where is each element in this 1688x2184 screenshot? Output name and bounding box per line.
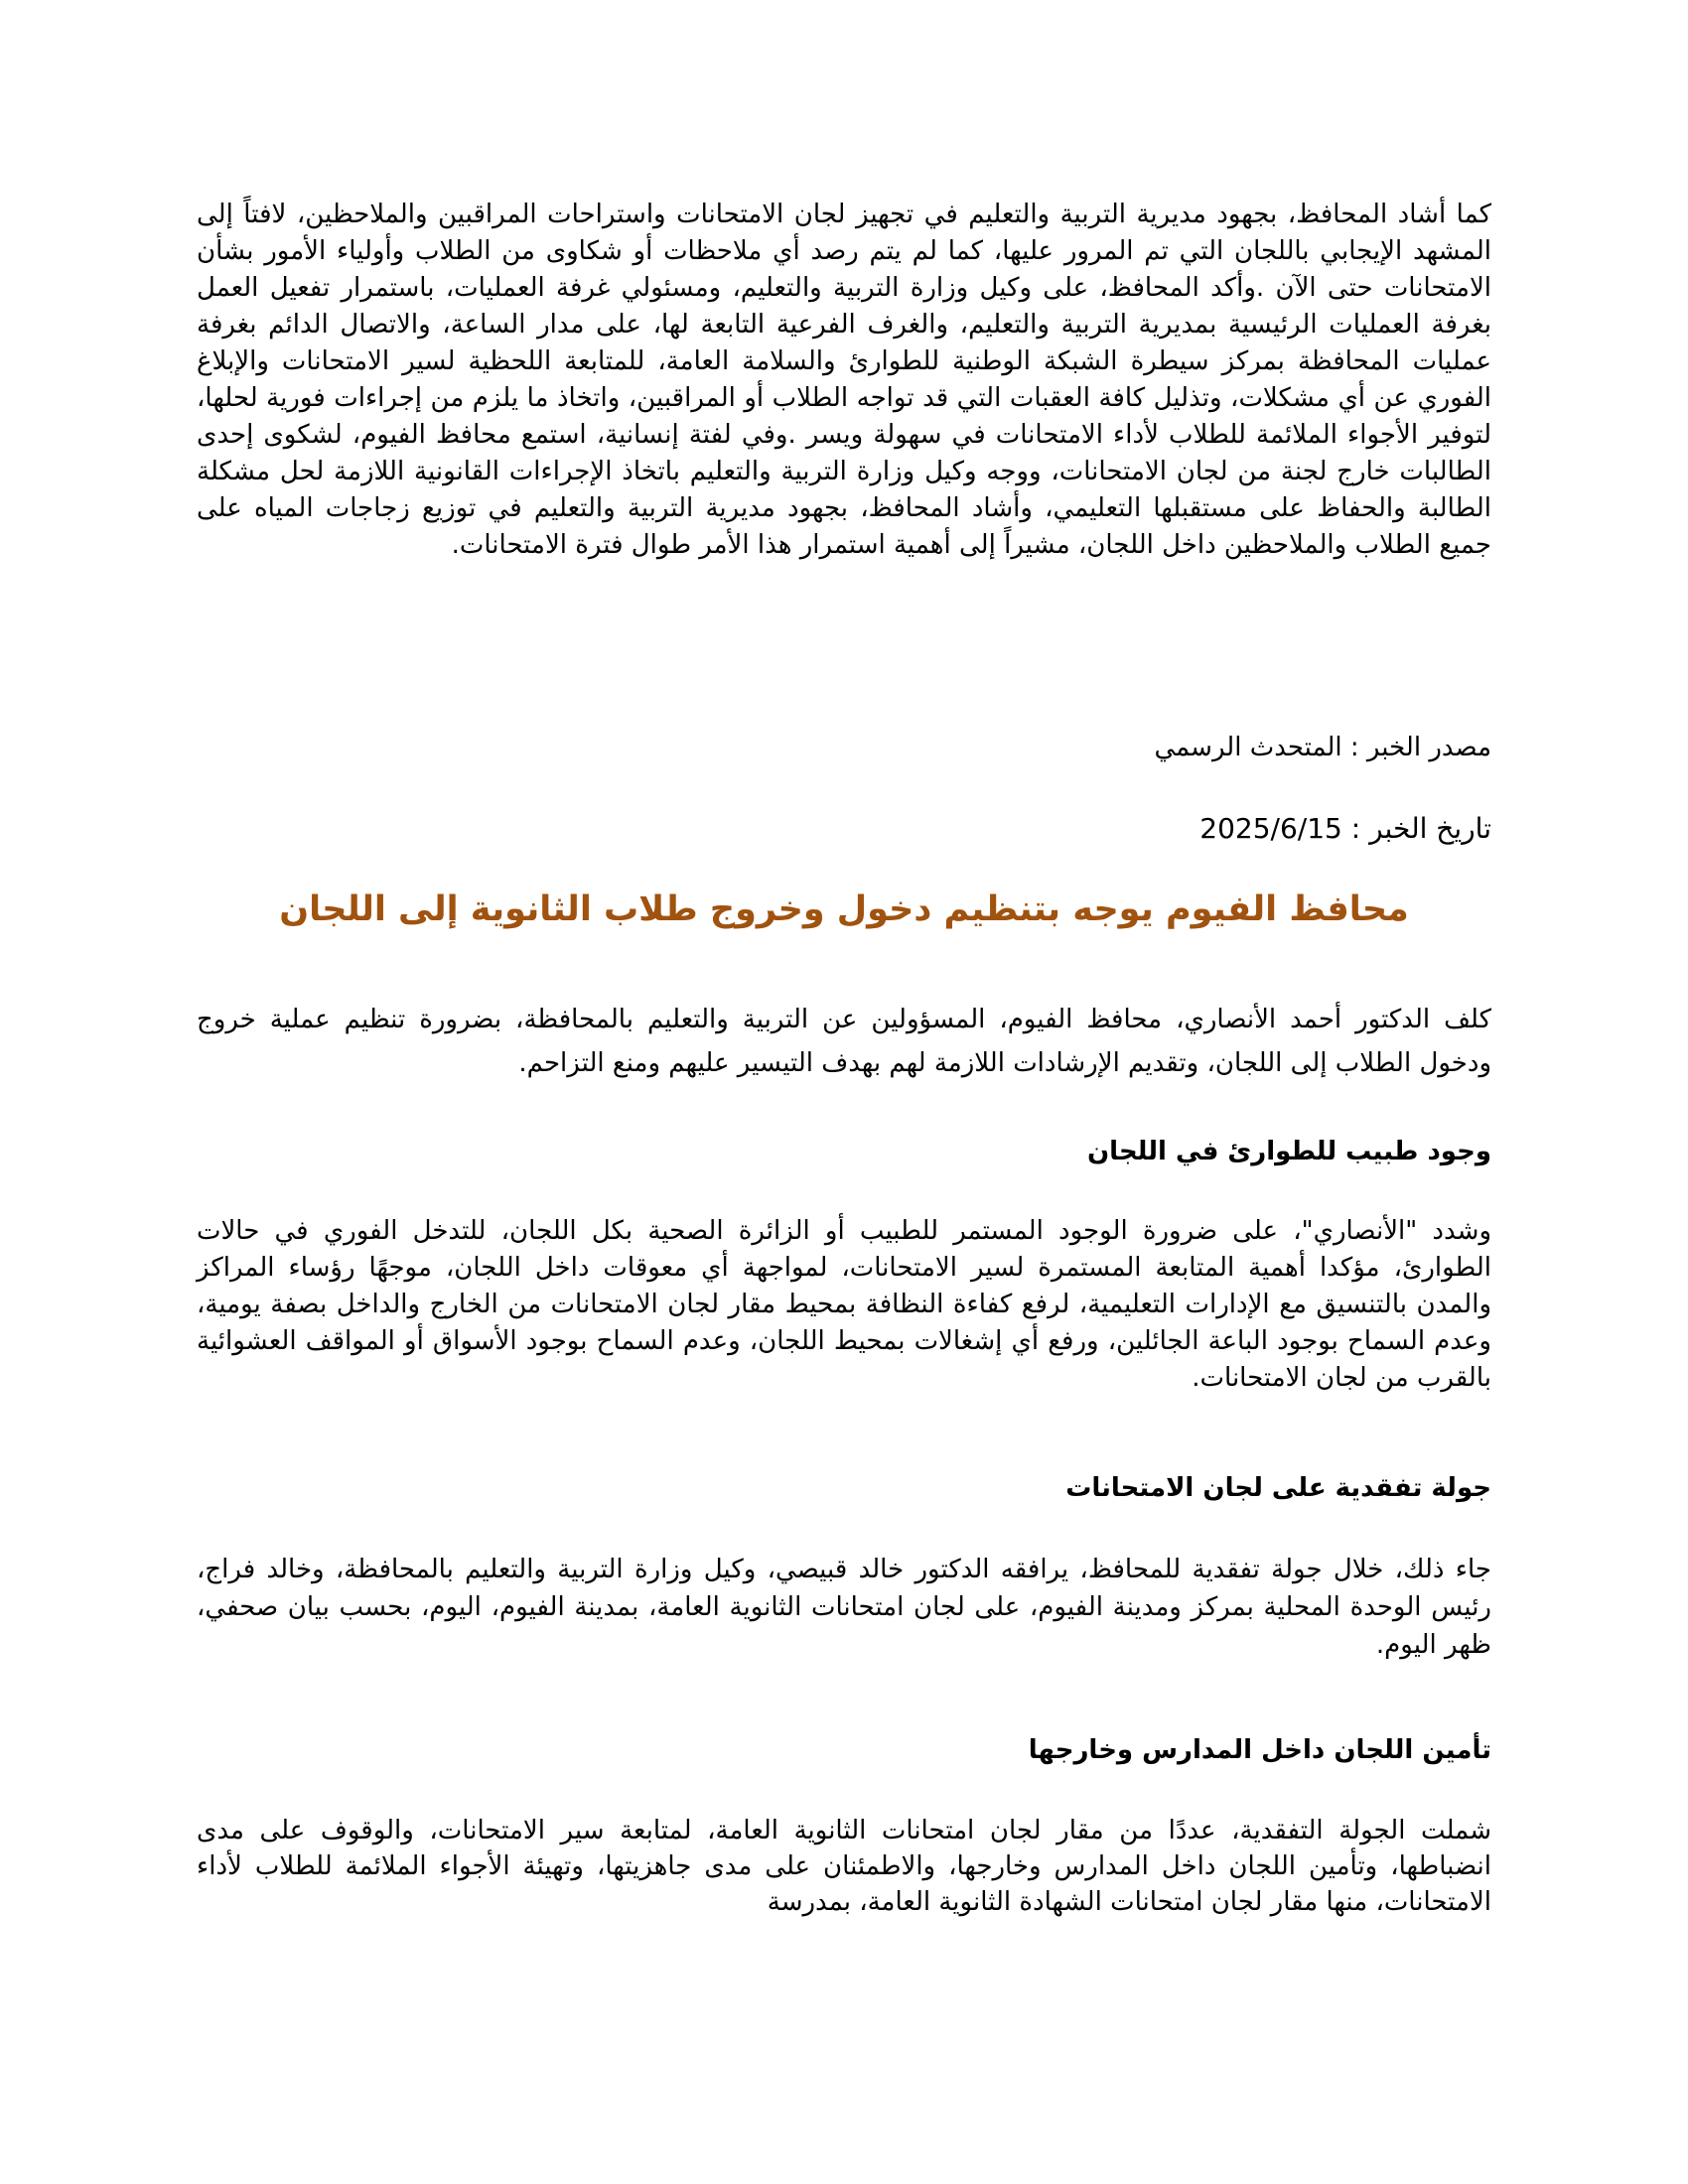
- section-heading-securing-committees: تأمين اللجان داخل المدارس وخارجها: [1028, 1735, 1491, 1765]
- section-body-emergency-doctor: وشدد "الأنصاري"، على ضرورة الوجود المستمر للطبيب أو الزائرة الصحية بكل اللجان، للتدخل الفوري في حالات الطوارئ، مؤكدا أهمية المتابعة المستمرة لسير الامتحانات، لمواجهة أي معوقات داخل اللجان، موجهًا رؤساء المراكز والمدن بالتنسيق مع الإدارات التعليمية، لرفع كفاءة النظافة بمحيط مقار لجان الامتحانات من الخارج والداخل بصفة يومية، وعدم السماح بوجود الباعة الجائلين، ورفع أي إشغالات بمحيط اللجان، وعدم السماح بوجود الأسواق أو المواقف العشوائية بالقرب من لجان الامتحانات.: [197, 1216, 1491, 1393]
- article-headline: محافظ الفيوم يوجه بتنظيم دخول وخروج طلاب الثانوية إلى اللجان: [279, 889, 1409, 929]
- lead-paragraph: كلف الدكتور أحمد الأنصاري، محافظ الفيوم، المسؤولين عن التربية والتعليم بالمحافظة، بضرورة تنظيم عملية خروج ودخول الطلاب إلى اللجان، وتقديم الإرشادات اللازمة لهم بهدف التيسير عليهم ومنع التزاحم.: [197, 1005, 1491, 1078]
- section-heading-inspection-tour: جولة تفقدية على لجان الامتحانات: [1065, 1473, 1491, 1503]
- section-heading-emergency-doctor: وجود طبيب للطوارئ في اللجان: [1086, 1137, 1491, 1166]
- news-source: مصدر الخبر : المتحدث الرسمي: [1154, 733, 1491, 762]
- news-date: تاريخ الخبر : 2025/6/15: [1199, 812, 1491, 845]
- intro-paragraph: كما أشاد المحافظ، بجهود مديرية التربية والتعليم في تجهيز لجان الامتحانات واستراحات المراقبين والملاحظين، لافتاً إلى المشهد الإيجابي باللجان التي تم المرور عليها، كما لم يتم رصد أي ملاحظات أو شكاوى من الطلاب وأولياء الأمور بشأن الامتحانات حتى الآن .وأكد المحافظ، على وكيل وزارة التربية والتعليم، ومسئولي غرفة العمليات، باستمرار تفعيل العمل بغرفة العمليات الرئيسية بمديرية التربية والتعليم، والغرف الفرعية التابعة لها، على مدار الساعة، والاتصال الدائم بغرفة عمليات المحافظة بمركز سيطرة الشبكة الوطنية للطوارئ والسلامة العامة، للمتابعة اللحظية لسير الامتحانات والإبلاغ الفوري عن أي مشكلات، وتذليل كافة العقبات التي قد تواجه الطلاب أو المراقبين، واتخاذ ما يلزم من إجراءات فورية لحلها، لتوفير الأجواء الملائمة للطلاب لأداء الامتحانات في سهولة ويسر .وفي لفتة إنسانية، استمع محافظ الفيوم، لشكوى إحدى الطالبات خارج لجنة من لجان الامتحانات، ووجه وكيل وزارة التربية والتعليم باتخاذ الإجراءات القانونية اللازمة لحل مشكلة الطالبة والحفاظ على مستقبلها التعليمي، وأشاد المحافظ، بجهود مديرية التربية والتعليم في توزيع زجاجات المياه على جميع الطلاب والملاحظين داخل اللجان، مشيراً إلى أهمية استمرار هذا الأمر طوال فترة الامتحانات.: [197, 200, 1491, 560]
- section-body-inspection-tour: جاء ذلك، خلال جولة تفقدية للمحافظ، يرافقه الدكتور خالد قبيصي، وكيل وزارة التربية والتعليم بالمحافظة، وخالد فراج، رئيس الوحدة المحلية بمركز ومدينة الفيوم، على لجان امتحانات الثانوية العامة، بمدينة الفيوم، اليوم، بحسب بيان صحفي، ظهر اليوم.: [197, 1555, 1491, 1660]
- section-body-securing-committees: شملت الجولة التفقدية، عددًا من مقار لجان امتحانات الثانوية العامة، لمتابعة سير الامتحانات، والوقوف على مدى انضباطها، وتأمين اللجان داخل المدارس وخارجها، والاطمئنان على مدى جاهزيتها، وتهيئة الأجواء الملائمة للطلاب لأداء الامتحانات، منها مقار لجان امتحانات الشهادة الثانوية العامة، بمدرسة: [197, 1816, 1491, 1917]
